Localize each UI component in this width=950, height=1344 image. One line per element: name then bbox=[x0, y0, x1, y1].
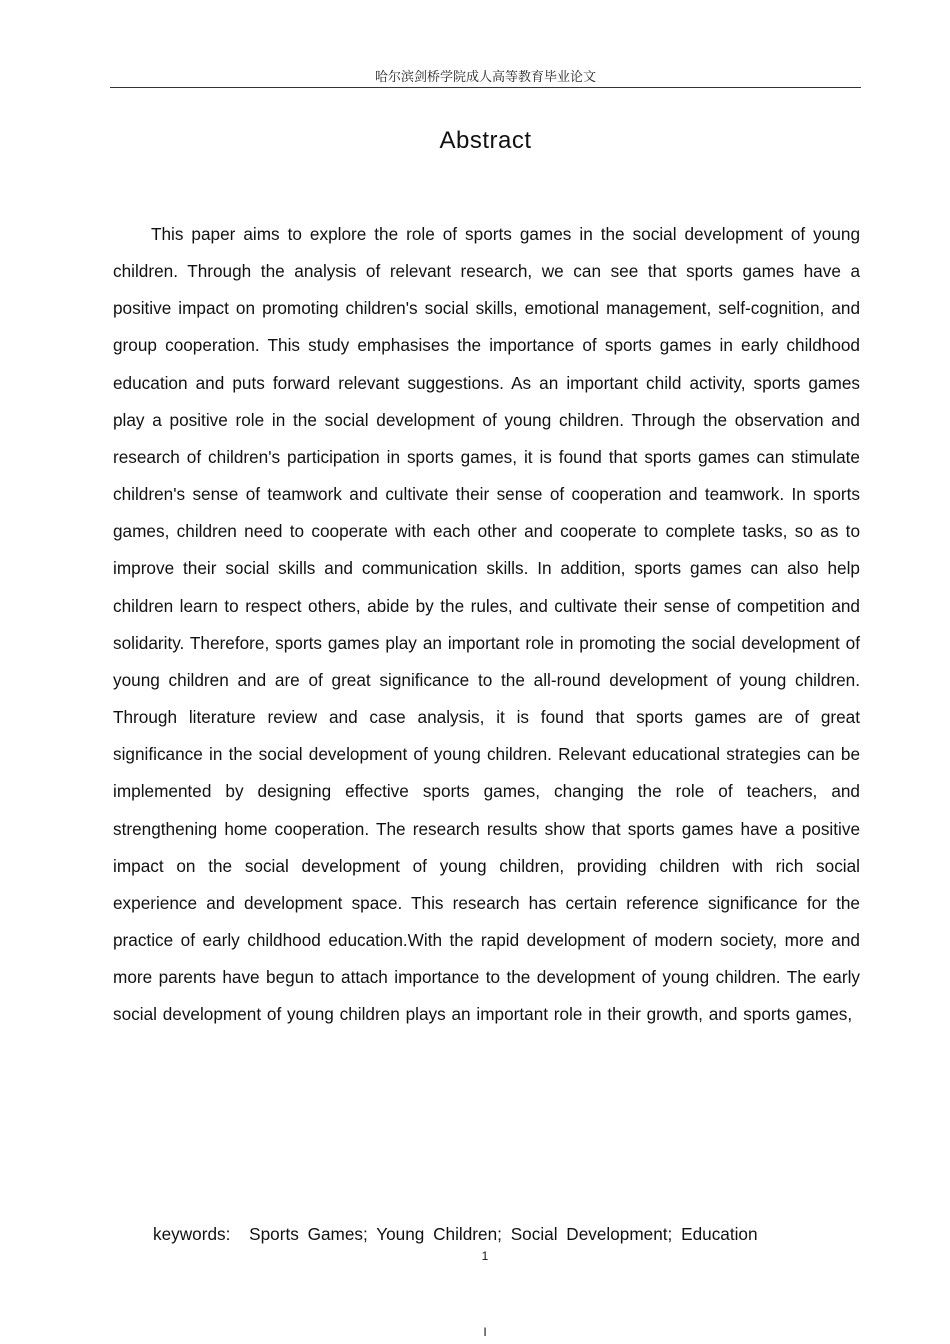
header-divider bbox=[110, 87, 861, 88]
page-number: 1 bbox=[481, 1249, 489, 1263]
abstract-paragraph: This paper aims to explore the role of sports games in the social development of young children. Through the analysis of relevant research, we can see that sports games have a positive impact on promoting children's social skills, emotional management, self-cognition, and group cooperation. This study emphasises the importance of sports games in early childhood education and puts forward relevant suggestions. As an important child activity, sports games play a positive role in the social development of young children. Through the observation and research of children's participation in sports games, it is found that sports games can stimulate children's sense of teamwork and cultivate their sense of cooperation and teamwork. In sports games, children need to cooperate with each other and cooperate to complete tasks, so as to improve their social skills and communication skills. In addition, sports games can also help children learn to respect others, abide by the rules, and cultivate their sense of competition and solidarity. Therefore, sports games play an important role in promoting the social development of young children and are of great significance to the all-round development of young children. Through literature review and case analysis, it is found that sports games are of great significance in the social development of young children. Relevant educational strategies can be implemented by designing effective sports games, changing the role of teachers, and strengthening home cooperation. The research results show that sports games have a positive impact on the social development of young children, providing children with rich social experience and development space. This research has certain reference significance for the practice of early childhood education.With the rapid development of modern society, more and more parents have begun to attach importance to the development of young children. The early social development of young children plays an important role in their growth, and sports games, bbox=[113, 224, 860, 1025]
footer-mark: I bbox=[483, 1325, 487, 1339]
keywords-label: keywords: bbox=[153, 1224, 231, 1244]
keywords-values: Sports Games; Young Children; Social Development; Education bbox=[249, 1224, 758, 1244]
running-header: 哈尔滨剑桥学院成人高等教育毕业论文 bbox=[374, 70, 596, 85]
keywords-line bbox=[153, 1224, 853, 1245]
page-title: Abstract bbox=[439, 127, 532, 154]
abstract-body bbox=[113, 216, 860, 1033]
